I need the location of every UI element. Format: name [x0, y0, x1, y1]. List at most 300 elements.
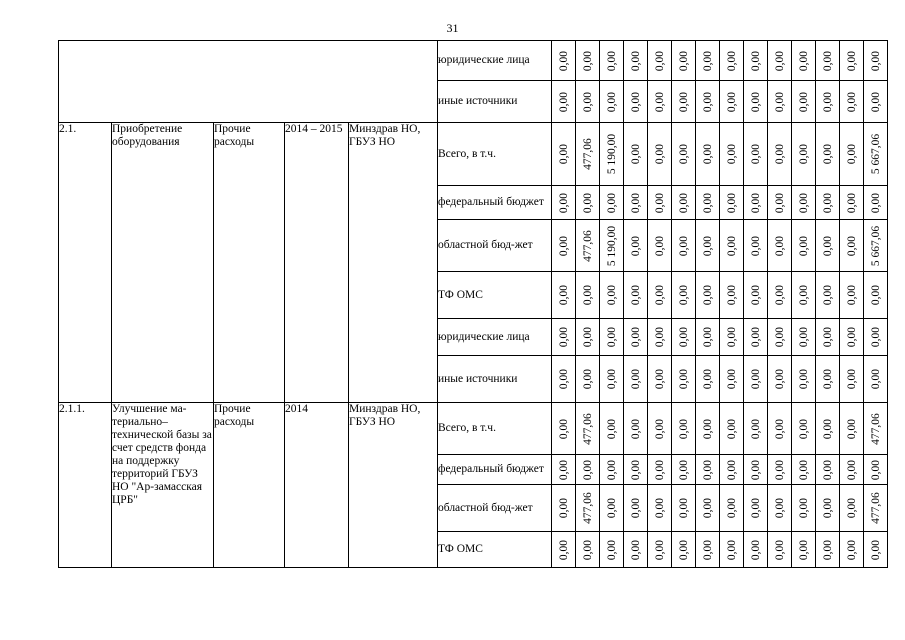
funding-source-cell: иные источники [438, 356, 552, 403]
value-text: 5 190,00 [605, 133, 618, 175]
value-text: 0,00 [821, 235, 834, 256]
value-text: 0,00 [797, 539, 810, 560]
value-text: 0,00 [701, 368, 714, 390]
value-cell [720, 41, 744, 81]
value-text: 0,00 [725, 326, 738, 348]
value-text: 0,00 [653, 326, 666, 348]
value-text: 5 667,06 [869, 133, 882, 175]
value-cell [720, 319, 744, 356]
value-cell [576, 81, 600, 123]
value-cell [600, 403, 624, 455]
value-text: 0,00 [749, 192, 762, 213]
value-cell [840, 319, 864, 356]
value-text: 0,00 [773, 418, 786, 439]
value-cell [768, 356, 792, 403]
value-cell [600, 41, 624, 81]
value-cell [672, 272, 696, 319]
value-text: 0,00 [557, 235, 570, 256]
executor-cell: Минздрав НО, ГБУЗ НО [349, 123, 438, 403]
value-text: 5 190,00 [605, 225, 618, 266]
value-cell [624, 220, 648, 272]
value-text: 0,00 [749, 235, 762, 256]
value-text: 0,00 [725, 539, 738, 560]
value-text: 0,00 [845, 235, 858, 256]
value-text: 0,00 [605, 192, 618, 213]
value-text: 0,00 [821, 418, 834, 439]
value-text: 0,00 [821, 539, 834, 560]
value-text: 0,00 [773, 368, 786, 390]
table-row [59, 123, 888, 186]
value-text: 0,00 [749, 91, 762, 112]
value-cell [576, 41, 600, 81]
value-cell [576, 319, 600, 356]
value-cell [744, 319, 768, 356]
value-cell [624, 272, 648, 319]
value-text: 0,00 [557, 368, 570, 390]
value-text: 0,00 [797, 192, 810, 213]
value-text: 0,00 [581, 91, 594, 112]
value-cell [696, 319, 720, 356]
value-text: 0,00 [797, 326, 810, 348]
value-cell [864, 220, 888, 272]
value-cell [696, 220, 720, 272]
value-text: 0,00 [797, 459, 810, 480]
value-text: 0,00 [869, 91, 882, 112]
value-cell [648, 123, 672, 186]
value-text: 477,06 [581, 229, 594, 262]
value-cell [792, 455, 816, 485]
value-cell [840, 455, 864, 485]
value-cell [768, 319, 792, 356]
value-cell [720, 485, 744, 532]
value-cell [696, 455, 720, 485]
value-text: 0,00 [557, 284, 570, 306]
value-cell [840, 403, 864, 455]
value-text: 0,00 [581, 50, 594, 71]
value-cell [624, 455, 648, 485]
value-cell [720, 403, 744, 455]
value-cell [792, 272, 816, 319]
value-cell [840, 272, 864, 319]
value-text: 0,00 [821, 368, 834, 390]
value-cell [576, 403, 600, 455]
value-text: 0,00 [677, 284, 690, 306]
value-text: 0,00 [629, 459, 642, 480]
value-cell [600, 455, 624, 485]
value-cell [816, 41, 840, 81]
value-cell [720, 272, 744, 319]
funding-source-cell: ТФ ОМС [438, 272, 552, 319]
value-cell [816, 81, 840, 123]
value-cell [864, 41, 888, 81]
value-cell [864, 123, 888, 186]
value-cell [768, 485, 792, 532]
value-cell [552, 41, 576, 81]
value-cell [792, 319, 816, 356]
value-cell [744, 123, 768, 186]
value-cell [744, 41, 768, 81]
value-cell [792, 41, 816, 81]
value-text: 477,06 [581, 138, 594, 170]
value-text: 0,00 [821, 326, 834, 348]
value-text: 0,00 [701, 497, 714, 519]
value-cell [792, 220, 816, 272]
item-number-cell: 2.1.1. [59, 403, 112, 568]
expense-type-cell: Прочие расходы [214, 403, 285, 568]
value-text: 0,00 [869, 284, 882, 306]
value-text: 0,00 [701, 192, 714, 213]
value-cell [864, 272, 888, 319]
value-text: 0,00 [773, 235, 786, 256]
value-text: 0,00 [629, 418, 642, 439]
value-text: 0,00 [821, 284, 834, 306]
value-text: 5 667,06 [869, 225, 882, 266]
funding-source-cell: областной бюд-жет [438, 485, 552, 532]
value-text: 0,00 [821, 50, 834, 71]
value-text: 0,00 [557, 143, 570, 165]
value-text: 0,00 [821, 459, 834, 480]
value-text: 0,00 [605, 459, 618, 480]
value-cell [624, 319, 648, 356]
value-text: 0,00 [629, 497, 642, 519]
value-text: 0,00 [821, 91, 834, 112]
value-cell [624, 532, 648, 568]
value-cell [696, 356, 720, 403]
value-text: 0,00 [797, 418, 810, 439]
item-name-cell: Улучшение ма-териально– технической базы за счет средств фонда на поддержку территорий ГБУЗ НО "Ар-замасская ЦРБ" [112, 403, 214, 568]
value-text: 0,00 [605, 50, 618, 71]
value-text: 0,00 [557, 91, 570, 112]
value-text: 0,00 [749, 50, 762, 71]
value-text: 0,00 [557, 459, 570, 480]
value-cell [600, 81, 624, 123]
value-text: 0,00 [701, 284, 714, 306]
value-text: 0,00 [581, 539, 594, 560]
value-text: 477,06 [869, 492, 882, 524]
value-cell [672, 319, 696, 356]
value-cell [768, 41, 792, 81]
value-text: 0,00 [725, 50, 738, 71]
value-text: 0,00 [845, 539, 858, 560]
value-cell [648, 186, 672, 220]
value-text: 0,00 [653, 143, 666, 165]
value-text: 0,00 [557, 50, 570, 71]
value-text: 0,00 [629, 368, 642, 390]
value-text: 0,00 [653, 91, 666, 112]
value-cell [552, 356, 576, 403]
period-cell: 2014 – 2015 [285, 123, 349, 403]
value-text: 0,00 [773, 192, 786, 213]
value-cell [624, 123, 648, 186]
value-text: 0,00 [869, 192, 882, 213]
value-text: 0,00 [677, 459, 690, 480]
value-text: 0,00 [749, 326, 762, 348]
value-text: 0,00 [869, 50, 882, 71]
value-cell [696, 123, 720, 186]
financing-table [58, 40, 888, 568]
value-text: 0,00 [629, 91, 642, 112]
value-cell [576, 186, 600, 220]
value-cell [864, 186, 888, 220]
value-cell [792, 485, 816, 532]
value-text: 0,00 [677, 235, 690, 256]
value-cell [672, 81, 696, 123]
value-cell [864, 356, 888, 403]
value-cell [768, 403, 792, 455]
value-text: 0,00 [725, 143, 738, 165]
value-text: 0,00 [869, 459, 882, 480]
value-text: 0,00 [653, 459, 666, 480]
value-cell [816, 220, 840, 272]
value-text: 0,00 [749, 418, 762, 439]
value-text: 0,00 [773, 50, 786, 71]
value-cell [624, 186, 648, 220]
value-cell [768, 272, 792, 319]
value-text: 0,00 [749, 143, 762, 165]
value-cell [624, 41, 648, 81]
value-cell [768, 220, 792, 272]
funding-source-cell: областной бюд-жет [438, 220, 552, 272]
value-text: 0,00 [797, 235, 810, 256]
value-text: 0,00 [557, 418, 570, 439]
value-text: 0,00 [749, 497, 762, 519]
value-cell [648, 403, 672, 455]
value-cell [768, 532, 792, 568]
funding-source-cell: Всего, в т.ч. [438, 403, 552, 455]
value-text: 0,00 [653, 418, 666, 439]
value-text: 0,00 [797, 368, 810, 390]
funding-source-cell: юридические лица [438, 319, 552, 356]
value-cell [576, 455, 600, 485]
value-cell [696, 485, 720, 532]
value-text: 0,00 [773, 284, 786, 306]
value-cell [696, 186, 720, 220]
value-cell [864, 455, 888, 485]
value-cell [864, 403, 888, 455]
continuation-blank-cell [59, 41, 438, 123]
value-cell [600, 319, 624, 356]
value-text: 477,06 [869, 412, 882, 445]
value-cell [864, 485, 888, 532]
value-text: 0,00 [581, 284, 594, 306]
funding-source-cell: федеральный бюджет [438, 455, 552, 485]
value-text: 0,00 [845, 50, 858, 71]
value-cell [792, 186, 816, 220]
value-cell [768, 81, 792, 123]
value-text: 0,00 [725, 91, 738, 112]
value-text: 0,00 [773, 459, 786, 480]
value-cell [648, 356, 672, 403]
value-text: 0,00 [773, 497, 786, 519]
value-cell [816, 319, 840, 356]
value-text: 0,00 [581, 326, 594, 348]
value-cell [816, 455, 840, 485]
expense-type-cell: Прочие расходы [214, 123, 285, 403]
value-text: 0,00 [701, 91, 714, 112]
value-cell [768, 123, 792, 186]
value-cell [672, 41, 696, 81]
value-text: 0,00 [605, 539, 618, 560]
value-cell [648, 455, 672, 485]
value-text: 0,00 [701, 459, 714, 480]
value-cell [744, 455, 768, 485]
value-cell [744, 356, 768, 403]
value-text: 0,00 [773, 326, 786, 348]
value-text: 0,00 [725, 368, 738, 390]
value-text: 0,00 [605, 284, 618, 306]
value-cell [840, 532, 864, 568]
value-cell [792, 532, 816, 568]
value-cell [600, 356, 624, 403]
value-text: 0,00 [677, 143, 690, 165]
value-text: 0,00 [557, 326, 570, 348]
value-cell [744, 403, 768, 455]
value-text: 0,00 [677, 418, 690, 439]
value-text: 0,00 [629, 539, 642, 560]
item-name-cell: Приобретение оборудования [112, 123, 214, 403]
value-cell [672, 455, 696, 485]
value-text: 0,00 [725, 235, 738, 256]
value-cell [576, 220, 600, 272]
value-text: 0,00 [845, 326, 858, 348]
value-cell [696, 41, 720, 81]
value-cell [648, 220, 672, 272]
value-cell [552, 220, 576, 272]
value-cell [552, 455, 576, 485]
value-text: 477,06 [581, 492, 594, 524]
value-cell [648, 41, 672, 81]
value-cell [816, 272, 840, 319]
value-cell [672, 485, 696, 532]
value-cell [600, 272, 624, 319]
value-cell [744, 485, 768, 532]
value-cell [792, 81, 816, 123]
value-text: 477,06 [581, 412, 594, 445]
value-text: 0,00 [821, 143, 834, 165]
value-cell [552, 485, 576, 532]
value-cell [672, 220, 696, 272]
value-cell [576, 123, 600, 186]
value-text: 0,00 [845, 497, 858, 519]
value-text: 0,00 [653, 50, 666, 71]
value-text: 0,00 [845, 284, 858, 306]
value-text: 0,00 [845, 459, 858, 480]
value-cell [672, 356, 696, 403]
value-cell [816, 186, 840, 220]
value-text: 0,00 [701, 326, 714, 348]
value-text: 0,00 [773, 539, 786, 560]
value-cell [840, 186, 864, 220]
value-text: 0,00 [677, 192, 690, 213]
value-text: 0,00 [725, 284, 738, 306]
value-cell [600, 485, 624, 532]
value-text: 0,00 [869, 326, 882, 348]
value-text: 0,00 [677, 539, 690, 560]
value-text: 0,00 [557, 539, 570, 560]
item-number-cell: 2.1. [59, 123, 112, 403]
value-text: 0,00 [653, 539, 666, 560]
funding-source-cell: юридические лица [438, 41, 552, 81]
value-cell [792, 356, 816, 403]
value-cell [864, 532, 888, 568]
value-cell [600, 123, 624, 186]
value-cell [816, 403, 840, 455]
value-cell [576, 272, 600, 319]
value-cell [648, 532, 672, 568]
value-text: 0,00 [845, 91, 858, 112]
value-cell [816, 123, 840, 186]
value-cell [696, 403, 720, 455]
value-cell [744, 81, 768, 123]
value-cell [552, 186, 576, 220]
value-text: 0,00 [773, 91, 786, 112]
value-text: 0,00 [845, 368, 858, 390]
value-text: 0,00 [701, 143, 714, 165]
value-cell [768, 186, 792, 220]
value-text: 0,00 [653, 368, 666, 390]
funding-source-cell: ТФ ОМС [438, 532, 552, 568]
value-cell [840, 220, 864, 272]
value-cell [744, 220, 768, 272]
value-cell [576, 356, 600, 403]
value-cell [696, 81, 720, 123]
value-text: 0,00 [629, 326, 642, 348]
value-text: 0,00 [677, 91, 690, 112]
value-text: 0,00 [701, 418, 714, 439]
value-cell [720, 81, 744, 123]
value-text: 0,00 [677, 326, 690, 348]
value-text: 0,00 [869, 539, 882, 560]
value-cell [672, 532, 696, 568]
value-cell [648, 81, 672, 123]
value-text: 0,00 [797, 497, 810, 519]
value-cell [792, 403, 816, 455]
value-cell [672, 123, 696, 186]
value-text: 0,00 [701, 539, 714, 560]
value-text: 0,00 [581, 368, 594, 390]
value-text: 0,00 [653, 235, 666, 256]
value-text: 0,00 [653, 192, 666, 213]
value-cell [720, 186, 744, 220]
value-text: 0,00 [845, 418, 858, 439]
table-row [59, 41, 888, 81]
value-text: 0,00 [581, 459, 594, 480]
value-cell [672, 186, 696, 220]
value-cell [816, 485, 840, 532]
value-text: 0,00 [629, 143, 642, 165]
value-cell [792, 123, 816, 186]
value-text: 0,00 [797, 91, 810, 112]
funding-source-cell: Всего, в т.ч. [438, 123, 552, 186]
value-text: 0,00 [869, 368, 882, 390]
value-text: 0,00 [653, 284, 666, 306]
value-text: 0,00 [725, 192, 738, 213]
value-cell [552, 81, 576, 123]
value-cell [600, 532, 624, 568]
value-cell [840, 356, 864, 403]
value-text: 0,00 [797, 143, 810, 165]
value-text: 0,00 [605, 497, 618, 519]
value-cell [744, 532, 768, 568]
value-text: 0,00 [557, 192, 570, 213]
value-cell [552, 403, 576, 455]
value-cell [672, 403, 696, 455]
value-cell [576, 485, 600, 532]
value-cell [840, 123, 864, 186]
value-text: 0,00 [797, 284, 810, 306]
value-cell [864, 81, 888, 123]
value-cell [600, 220, 624, 272]
